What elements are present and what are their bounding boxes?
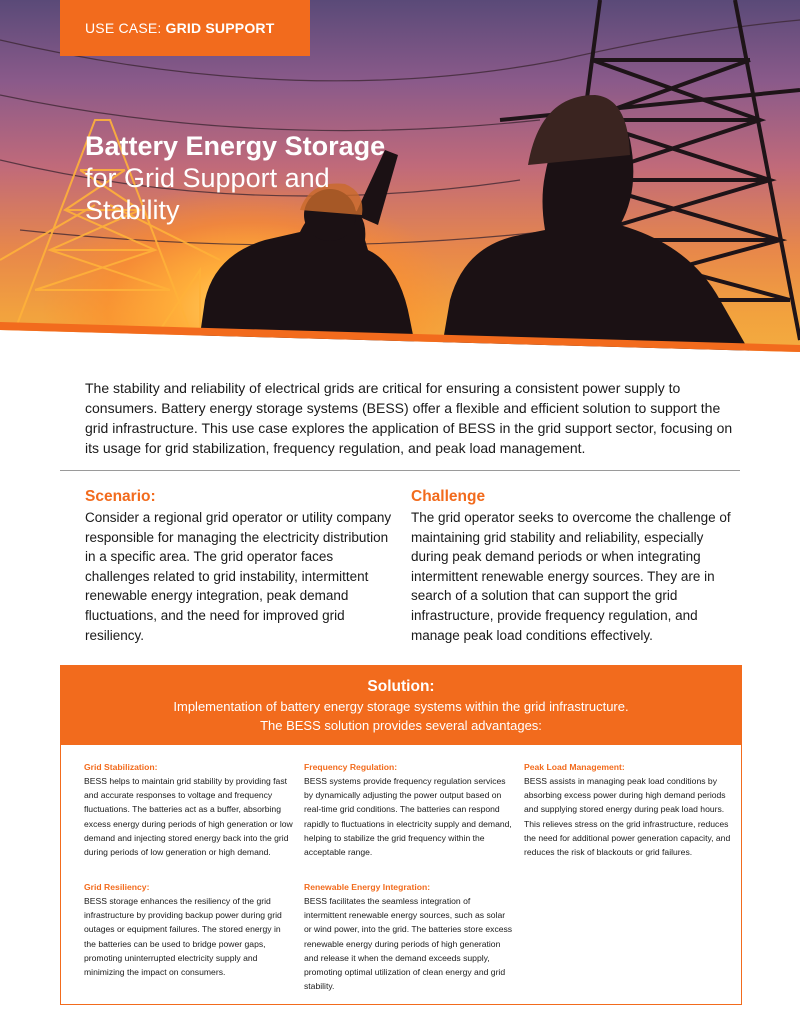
section-divider: [60, 470, 740, 471]
scenario-body: Consider a regional grid operator or utility company responsible for managing the electricity distribution in a specific area. The grid operator faces challenges related to grid instability, intermittent renewable energy integration, peak demand fluctuations, and the need for improved grid resiliency.: [85, 510, 392, 643]
scenario-heading: Scenario:: [85, 488, 156, 505]
advantage-grid-resiliency: [84, 880, 294, 979]
advantage-body: BESS storage enhances the resiliency of the grid infrastructure by providing backup power during grid outages or equipment failures. The stored energy in the batteries can be used to bridge power gaps, promoting uninterrupted electricity supply and minimizing the impact on consumers.: [84, 896, 282, 978]
tag-label: GRID SUPPORT: [165, 20, 275, 36]
advantage-body: BESS facilitates the seamless integration of intermittent renewable energy sources, such as solar or wind power, into the grid. The batteries store excess renewable energy during periods of high generation and release it when the demand exceeds supply, promoting optimal utilization of clean energy and grid stability.: [304, 896, 513, 992]
scenario-section: [85, 487, 400, 645]
hero-banner: [0, 0, 800, 370]
intro-paragraph: The stability and reliability of electrical grids are critical for ensuring a consistent power supply to consumers. Battery energy storage systems (BESS) offer a flexible and efficient solution to support the grid infrastructure. This use case explores the application of BESS in the grid support sector, focusing on its usage for grid stabilization, frequency regulation, and peak load management.: [85, 380, 733, 456]
advantage-renewable-integration: [304, 880, 514, 993]
solution-subtitle-1: Implementation of battery energy storage systems within the grid infrastructure.: [173, 699, 629, 714]
advantage-title: Renewable Energy Integration:: [304, 882, 431, 892]
advantage-body: BESS helps to maintain grid stability by providing fast and accurate responses to voltage and frequency fluctuations. The batteries act as a buffer, absorbing excess energy during periods of high generation or low demand and injecting stored energy back into the grid during periods of low generation or high demand.: [84, 776, 293, 858]
advantage-peak-load-management: [524, 760, 734, 859]
advantage-title: Grid Stabilization:: [84, 762, 158, 772]
advantage-title: Frequency Regulation:: [304, 762, 398, 772]
challenge-body: The grid operator seeks to overcome the challenge of maintaining grid stability and reliability, especially during peak demand periods or when integrating intermittent renewable energy sources. They are in search of a solution that can support the grid infrastructure, provide frequency regulation, and manage peak load conditions effectively.: [411, 510, 731, 643]
advantage-title: Peak Load Management:: [524, 762, 625, 772]
hero-title-line-1: for Grid Support and: [85, 163, 330, 193]
hero-title: [85, 130, 415, 226]
advantage-frequency-regulation: [304, 760, 514, 859]
challenge-heading: Challenge: [411, 488, 486, 505]
use-case-tag: [60, 0, 310, 56]
hero-title-line-2: Stability: [85, 195, 180, 225]
tag-prefix: USE CASE:: [85, 20, 162, 36]
solution-box: [60, 665, 742, 1005]
solution-heading: Solution:: [367, 678, 435, 695]
advantage-body: BESS systems provide frequency regulation services by dynamically adjusting the power output based on real-time grid conditions. The batteries can respond rapidly to fluctuations in electricity supply and demand, helping to stabilize the grid frequency within the acceptable range.: [304, 776, 512, 858]
advantage-grid-stabilization: [84, 760, 294, 859]
advantage-body: BESS assists in managing peak load conditions by absorbing excess power during high demand periods and supplying stored energy during peak load hours. This relieves stress on the grid infrastructure, reduces the need for additional power generation capacity, and reduces the risk of blackouts or grid failures.: [524, 776, 731, 858]
challenge-section: [411, 487, 731, 645]
hero-title-bold: Battery Energy Storage: [85, 131, 386, 161]
solution-header: [61, 666, 741, 745]
advantage-title: Grid Resiliency:: [84, 882, 150, 892]
solution-subtitle-2: The BESS solution provides several advantages:: [260, 718, 542, 733]
